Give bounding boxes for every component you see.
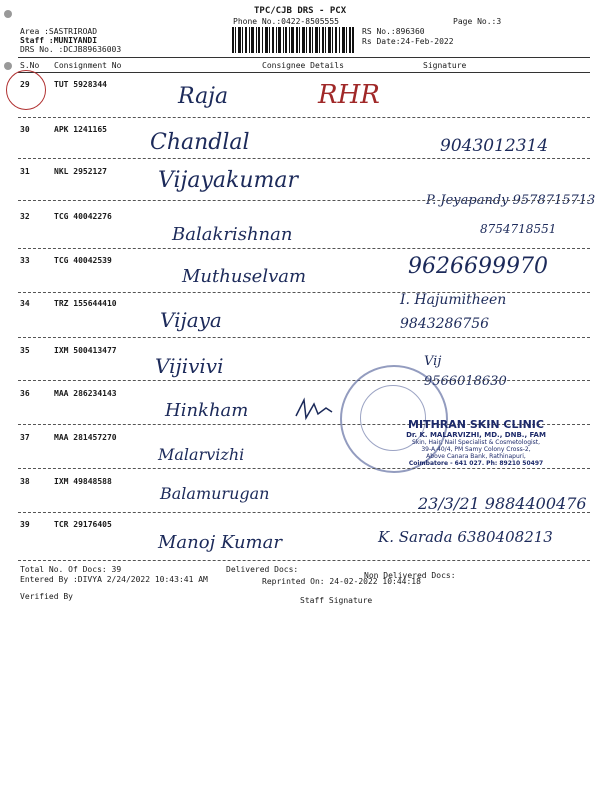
staff-label: Staff :MUNIYANDI: [20, 36, 98, 45]
signature-handwriting: 9626699970: [408, 254, 548, 279]
consignee-handwriting: Hinkham: [165, 400, 249, 421]
clinic-stamp: [360, 418, 592, 467]
row-divider: [18, 380, 590, 381]
row-number: 33: [20, 256, 30, 265]
delivered-docs: Delivered Docs:: [226, 565, 299, 574]
column-consignee: Consignee Details: [262, 61, 344, 70]
consignment-number: MAA 286234143: [54, 389, 117, 398]
consignee-handwriting: Chandlal: [150, 130, 250, 155]
signature-handwriting: 8754718551: [480, 222, 557, 236]
row-divider: [18, 200, 590, 201]
signature-handwriting: I. Hajumitheen 9843286756: [400, 292, 507, 332]
non-delivered-docs: Non Delivered Docs:: [364, 571, 456, 580]
column-consignment: Consignment No: [54, 61, 122, 70]
signature-handwriting: 23/3/21 9884400476: [418, 494, 587, 513]
drs-number: DRS No. :DCJB89636003: [20, 45, 122, 54]
clinic-doctor: Dr. K. MALARVIZHI, MD., DNB., FAM: [406, 431, 546, 439]
signature-handwriting: Vij 9566018630: [424, 354, 507, 389]
row-divider: [18, 158, 590, 159]
row-number: 29: [20, 80, 30, 89]
column-sno: S.No: [20, 61, 40, 70]
consignee-handwriting: Manoj Kumar: [158, 532, 282, 553]
red-ink-circle: [6, 70, 46, 110]
row-divider: [18, 468, 590, 469]
consignment-number: TCG 40042276: [54, 212, 112, 221]
consignee-handwriting: Vijayakumar: [158, 168, 299, 193]
row-number: 39: [20, 520, 30, 529]
consignee-handwriting: Vijivivi: [155, 354, 224, 378]
row-number: 34: [20, 299, 30, 308]
consignment-number: IXM 49848588: [54, 477, 112, 486]
row-divider: [18, 512, 590, 513]
consignee-handwriting: Balakrishnan: [172, 224, 293, 245]
row-number: 38: [20, 477, 30, 486]
row-divider: [18, 560, 590, 561]
phone-number: Phone No.:0422-8505555: [233, 17, 339, 26]
row-number: 30: [20, 125, 30, 134]
row-number: 32: [20, 212, 30, 221]
consignee-handwriting: Vijaya: [160, 308, 222, 332]
column-signature: Signature: [423, 61, 467, 70]
header-rule: [18, 57, 590, 58]
row-divider: [18, 117, 590, 118]
staff-signature: Staff Signature: [300, 596, 373, 605]
punch-hole: [4, 62, 12, 70]
row-divider: [18, 248, 590, 249]
row-divider: [18, 337, 590, 338]
consignment-number: TCR 29176405: [54, 520, 112, 529]
signature-scribble: [294, 396, 334, 422]
header-rule: [18, 72, 590, 73]
rs-number: RS No.:896360: [362, 27, 425, 36]
signature-handwriting: RHR: [318, 80, 380, 110]
row-number: 36: [20, 389, 30, 398]
consignment-number: APK 1241165: [54, 125, 107, 134]
consignment-number: NKL 2952127: [54, 167, 107, 176]
reprinted-on: Reprinted On: 24-02-2022 10:44:18: [262, 577, 421, 586]
consignment-number: MAA 281457270: [54, 433, 117, 442]
clinic-address-line1: 39-A 40/4, PM Samy Colony Cross-2,: [421, 446, 531, 453]
rs-date: Rs Date:24-Feb-2022: [362, 37, 454, 46]
consignment-number: TCG 40042539: [54, 256, 112, 265]
clinic-address-line2: Above Canara Bank, Rathinapuri,: [426, 453, 526, 460]
barcode-icon: [232, 27, 354, 53]
document-title: TPC/CJB DRS - PCX: [254, 6, 347, 16]
consignment-number: TRZ 155644410: [54, 299, 117, 308]
clinic-address-line3: Coimbatore - 641 027. Ph: 89210 50497: [408, 460, 544, 467]
page-number: Page No.:3: [453, 17, 502, 26]
total-docs: Total No. Of Docs: 39: [20, 565, 122, 574]
verified-by: Verified By: [20, 592, 73, 601]
signature-handwriting: 9043012314: [440, 136, 549, 156]
consignment-number: TUT 5928344: [54, 80, 107, 89]
row-number: 37: [20, 433, 30, 442]
signature-handwriting: K. Sarada 6380408213: [378, 528, 553, 546]
clinic-name: MITHRAN SKIN CLINIC: [408, 418, 544, 431]
clinic-specialty: Skin, Hair, Nail Specialist & Cosmetologist,: [411, 439, 541, 446]
area-label: Area :SASTRIROAD: [20, 27, 98, 36]
row-number: 31: [20, 167, 30, 176]
row-number: 35: [20, 346, 30, 355]
signature-handwriting: P. Jeyapandy 9578715713: [426, 193, 596, 208]
consignment-number: IXM 500413477: [54, 346, 117, 355]
consignee-handwriting: Raja: [178, 84, 229, 109]
punch-hole: [4, 10, 12, 18]
consignee-handwriting: Malarvizhi: [158, 445, 245, 464]
entered-by: Entered By :DIVYA 2/24/2022 10:43:41 AM: [20, 575, 208, 584]
consignee-handwriting: Balamurugan: [160, 484, 270, 503]
consignee-handwriting: Muthuselvam: [182, 266, 307, 287]
